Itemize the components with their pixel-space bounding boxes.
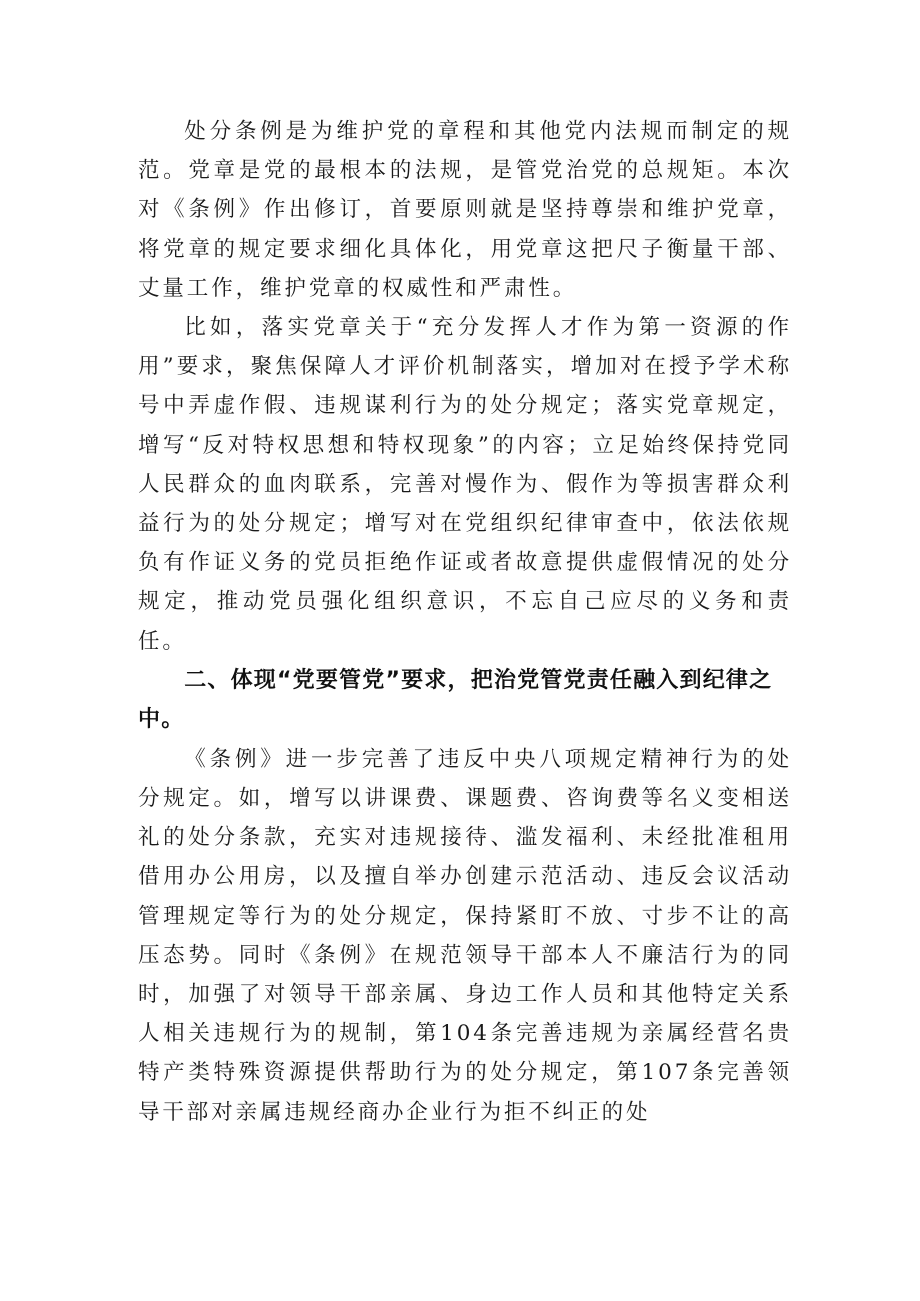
paragraph-examples: 比如，落实党章关于“充分发挥人才作为第一资源的作用”要求，聚焦保障人才评价机制落实，增加对在授予学术称号中弄虚作假、违规谋利行为的处分规定；落实党章规定，增写“反对特权思想和特权现象”的内容；立足始终保持党同人民群众的血肉联系，完善对慢作为、假作为等损害群众利益行为的处分规定；增写对在党组织纪律审查中，依法依规负有作证义务的党员拒绝作证或者故意提供虚假情况的处分规定，推动党员强化组织意识，不忘自己应尽的义务和责任。 (138, 315, 792, 654)
document-body (138, 112, 792, 1132)
paragraph-eight-rules: 《条例》进一步完善了违反中央八项规定精神行为的处分规定。如，增写以讲课费、课题费、咨询费等名义变相送礼的处分条款，充实对违规接待、滥发福利、未经批准租用借用办公用房，以及擅自举办创建示范活动、违反会议活动管理规定等行为的处分规定，保持紧盯不放、寸步不让的高压态势。同时《条例》在规范领导干部本人不廉洁行为的同时，加强了对领导干部亲属、身边工作人员和其他特定关系人相关违规行为的规制，第104条完善违规为亲属经营名贵特产类特殊资源提供帮助行为的处分规定，第107条完善领导干部对亲属违规经商办企业行为拒不纠正的处 (138, 746, 792, 1125)
paragraph-party-constitution: 处分条例是为维护党的章程和其他党内法规而制定的规范。党章是党的最根本的法规，是管党治党的总规矩。本次对《条例》作出修订，首要原则就是坚持尊崇和维护党章，将党章的规定要求细化具体化，用党章这把尺子衡量干部、丈量工作，维护党章的权威性和严肃性。 (138, 119, 792, 301)
section-heading: 二、体现“党要管党”要求，把治党管党责任融入到纪律之中。 (138, 667, 773, 733)
